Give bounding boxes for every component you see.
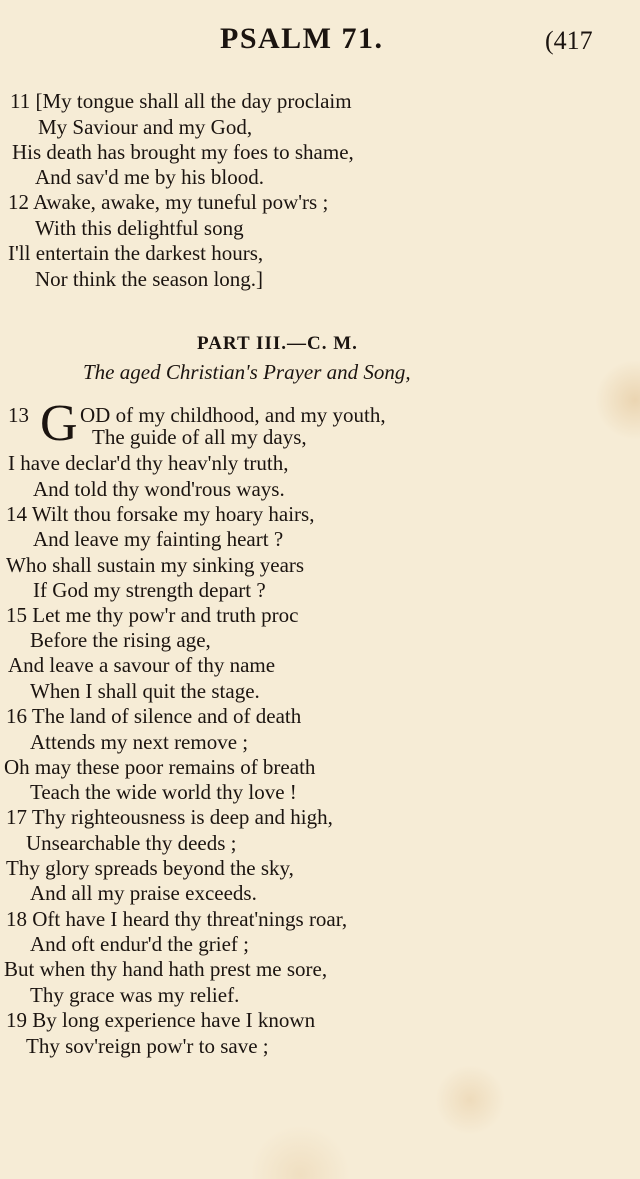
verse-line: Oh may these poor remains of breath <box>4 755 316 779</box>
verse-line: Thy grace was my relief. <box>30 983 240 1007</box>
verse-number: 13 <box>8 403 29 427</box>
verse-line: If God my strength depart ? <box>33 578 266 602</box>
verse-line: 18 Oft have I heard thy threat'nings roar, <box>6 907 348 931</box>
verse-line: I'll entertain the darkest hours, <box>8 241 264 265</box>
verse-line: 17 Thy righteousness is deep and high, <box>6 805 333 829</box>
verse-line: Teach the wide world thy love ! <box>30 780 297 804</box>
verse-line: 12 Awake, awake, my tuneful pow'rs ; <box>8 190 329 214</box>
verse-line: Thy glory spreads beyond the sky, <box>6 856 294 880</box>
verse-line: 14 Wilt thou forsake my hoary hairs, <box>6 502 315 526</box>
verse-line: The guide of all my days, <box>92 425 307 449</box>
verse-line: 15 Let me thy pow'r and truth proc <box>6 603 299 627</box>
verse-line: His death has brought my foes to shame, <box>12 140 354 164</box>
page-number: (417 <box>545 26 593 55</box>
verse-line: But when thy hand hath prest me sore, <box>4 957 328 981</box>
verse-line: When I shall quit the stage. <box>30 679 260 703</box>
verse-line: 11 [My tongue shall all the day proclaim <box>10 89 352 113</box>
verse-line: Before the rising age, <box>30 628 211 652</box>
verse-line: And all my praise exceeds. <box>30 881 257 905</box>
part-subtitle: The aged Christian's Prayer and Song, <box>83 360 411 384</box>
verse-line: And oft endur'd the grief ; <box>30 932 249 956</box>
verse-line: Unsearchable thy deeds ; <box>26 831 237 855</box>
verse-line: And sav'd me by his blood. <box>35 165 264 189</box>
part-heading: PART III.—C. M. <box>197 333 358 354</box>
drop-cap: G <box>40 395 78 452</box>
verse-line: Attends my next remove ; <box>30 730 249 754</box>
verse-line: My Saviour and my God, <box>38 115 253 139</box>
verse-line: And told thy wond'rous ways. <box>33 477 285 501</box>
page-title: PSALM 71. <box>220 22 384 55</box>
verse-line: And leave my fainting heart ? <box>33 527 284 551</box>
verse-line: I have declar'd thy heav'nly truth, <box>8 451 289 475</box>
verse-line: OD of my childhood, and my youth, <box>80 403 386 427</box>
verse-line: Thy sov'reign pow'r to save ; <box>26 1034 269 1058</box>
verse-line: With this delightful song <box>35 216 244 240</box>
verse-line: Nor think the season long.] <box>35 267 264 291</box>
verse-line: 16 The land of silence and of death <box>6 704 302 728</box>
verse-line: And leave a savour of thy name <box>8 653 276 677</box>
verse-line: Who shall sustain my sinking years <box>6 553 305 577</box>
verse-line: 19 By long experience have I known <box>6 1008 316 1032</box>
